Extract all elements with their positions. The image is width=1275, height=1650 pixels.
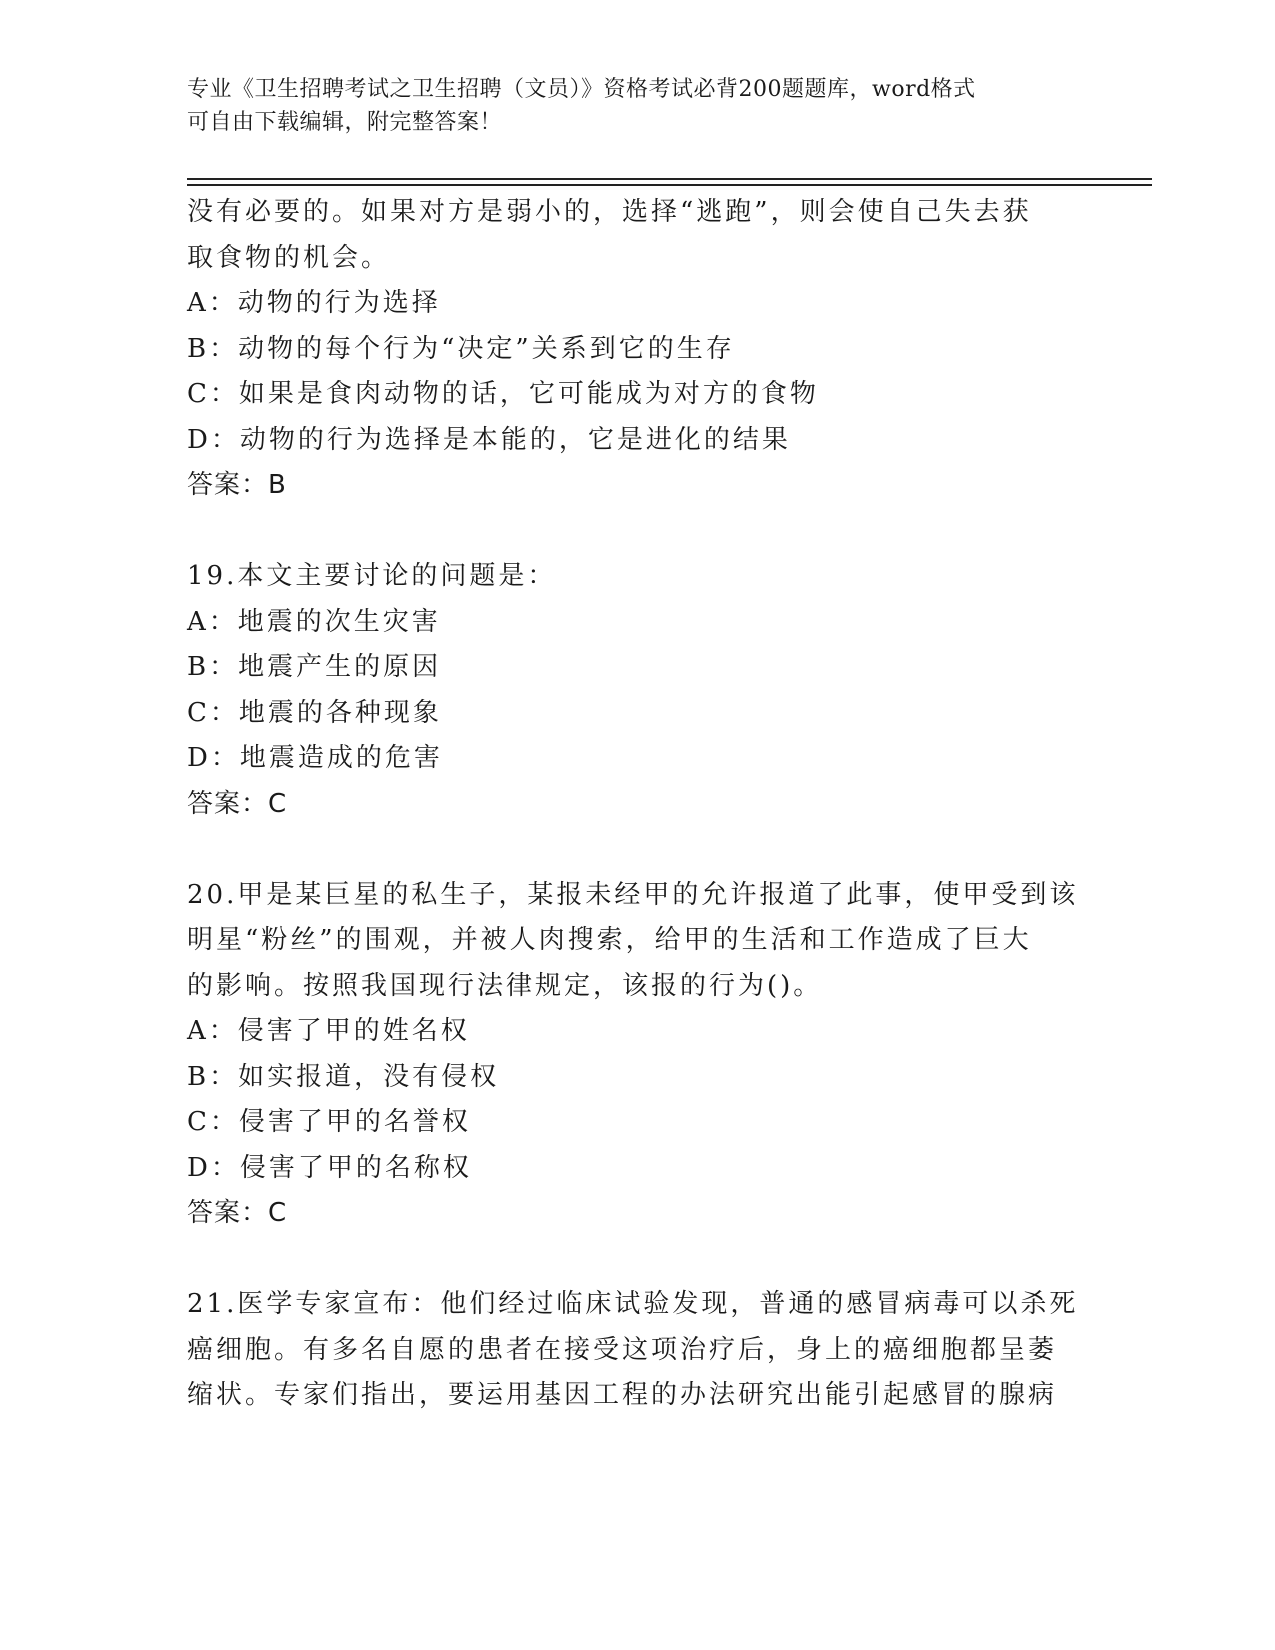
header-divider-top xyxy=(187,178,1152,180)
question-text-line: 明星“粉丝”的围观，并被人肉搜索，给甲的生活和工作造成了巨大 xyxy=(187,925,1032,955)
option-a: A：地震的次生灾害 xyxy=(187,606,441,637)
option-a: A：动物的行为选择 xyxy=(187,288,441,318)
question-18-continuation xyxy=(187,190,1077,509)
question-20 xyxy=(187,873,1077,1237)
option-c: C：侵害了甲的名誉权 xyxy=(187,1107,471,1137)
question-21 xyxy=(187,1282,1077,1419)
option-b: B：地震产生的原因 xyxy=(187,652,442,682)
option-b: B：如实报道，没有侵权 xyxy=(187,1061,500,1092)
option-d: D：动物的行为选择是本能的，它是进化的结果 xyxy=(187,424,791,455)
question-text-line: 的影响。按照我国现行法律规定，该报的行为()。 xyxy=(187,970,823,1001)
question-text-line: 缩状。专家们指出，要运用基因工程的办法研究出能引起感冒的腺病 xyxy=(187,1380,1058,1410)
question-list xyxy=(187,190,1077,1419)
spacer xyxy=(187,509,1077,555)
header-title-line-2: 可自由下载编辑，附完整答案！ xyxy=(187,110,503,135)
question-text-line: 癌细胞。有多名自愿的患者在接受这项治疗后，身上的癌细胞都呈萎 xyxy=(187,1334,1058,1365)
question-19 xyxy=(187,554,1077,827)
question-text-line: 20.甲是某巨星的私生子，某报未经甲的允许报道了此事，使甲受到该 xyxy=(187,879,1079,910)
answer-line: 答案：B xyxy=(187,470,287,500)
header-divider-bottom xyxy=(187,184,1152,186)
option-d: D：侵害了甲的名称权 xyxy=(187,1152,472,1183)
document-header xyxy=(187,73,1067,139)
option-b: B：动物的每个行为“决定”关系到它的生存 xyxy=(187,333,735,364)
answer-line: 答案：C xyxy=(187,788,288,819)
question-text-line: 没有必要的。如果对方是弱小的，选择“逃跑”，则会使自己失去获 xyxy=(187,197,1032,227)
spacer xyxy=(187,1237,1077,1283)
question-text-line: 取食物的机会。 xyxy=(187,242,391,273)
spacer xyxy=(187,827,1077,873)
option-c: C：如果是食肉动物的话，它可能成为对方的食物 xyxy=(187,379,819,409)
header-title-line-1: 专业《卫生招聘考试之卫生招聘（文员）》资格考试必背200题题库，word格式 xyxy=(187,77,976,102)
option-c: C：地震的各种现象 xyxy=(187,697,442,728)
option-d: D：地震造成的危害 xyxy=(187,743,443,773)
question-text-line: 21.医学专家宣布：他们经过临床试验发现，普通的感冒病毒可以杀死 xyxy=(187,1289,1079,1319)
option-a: A：侵害了甲的姓名权 xyxy=(187,1016,470,1046)
answer-line: 答案：C xyxy=(187,1198,288,1228)
question-text-line: 19.本文主要讨论的问题是： xyxy=(187,561,557,591)
